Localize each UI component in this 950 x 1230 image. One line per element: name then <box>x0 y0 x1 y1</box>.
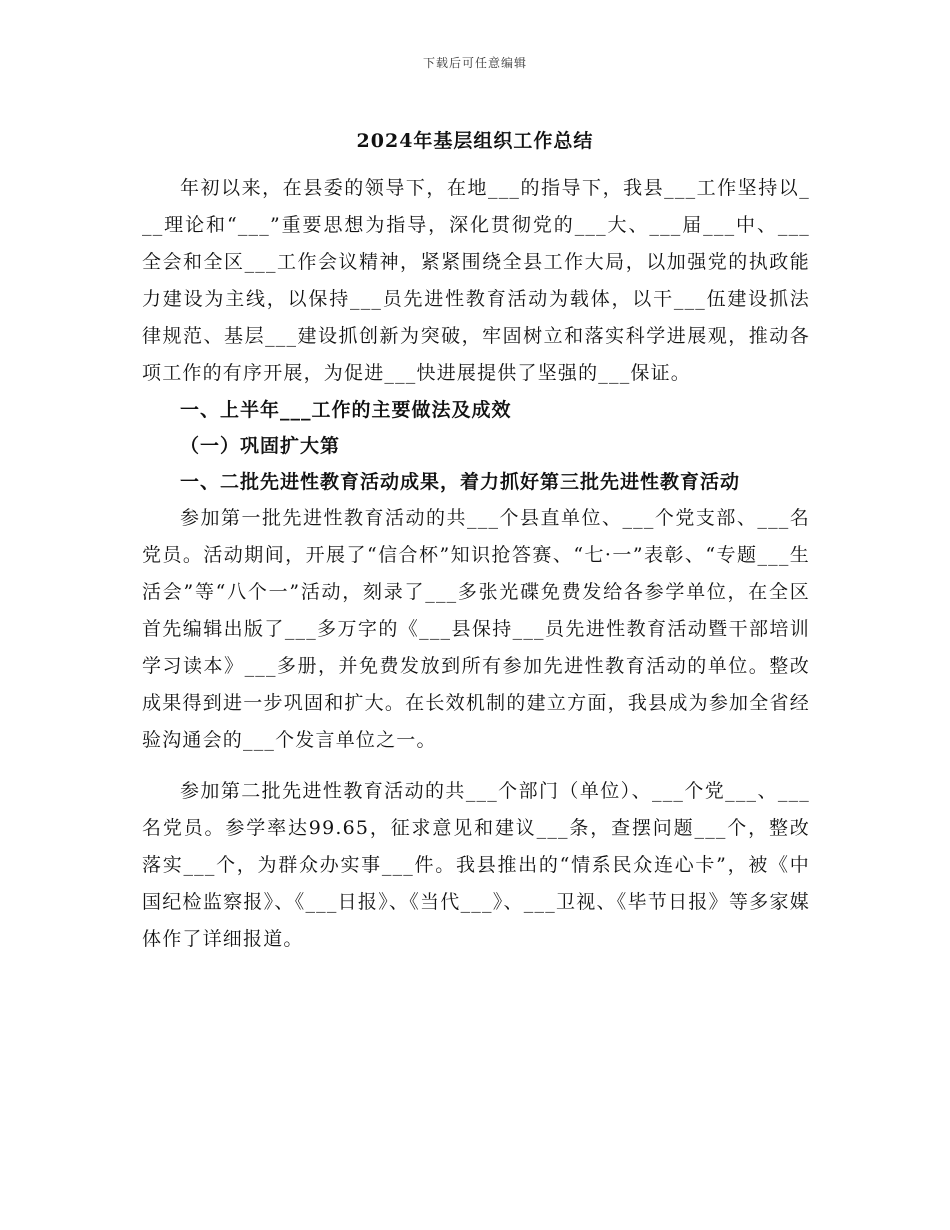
document-title: 2024年基层组织工作总结 <box>356 130 594 152</box>
subsection-heading-1-1-continued: 一、二批先进性教育活动成果，着力抓好第三批先进性教育活动 <box>180 471 741 493</box>
paragraph-gap <box>142 759 810 773</box>
section-heading-1: 一、上半年___工作的主要做法及成效 <box>180 399 512 421</box>
intro-paragraph: 年初以来，在县委的领导下，在地___的指导下，我县___工作坚持以___理论和“___”重要思想为指导，深化贯彻党的___大、___届___中、___全会和全区___工作会议精神，紧紧围绕全县工作大局，以加强党的执政能力建设为主线，以保持___员先进性教育活动为载体，以干___伍建设抓法律规范、基层___建设抓创新为突破，牢固树立和落实科学进展观，推动各项工作的有序开展，为促进___快进展提供了坚强的___保证。 <box>142 177 810 384</box>
document-body <box>142 170 810 958</box>
second-batch-paragraph: 参加第二批先进性教育活动的共___个部门（单位）、___个党___、___名党员。参学率达99.65，征求意见和建议___条，查摆问题___个，整改落实___个，为群众办实事___件。我县推出的“情系民众连心卡”，被《中国纪检监察报》、《___日报》、《当代___》、___卫视、《毕节日报》等多家媒体作了详细报道。 <box>142 780 810 950</box>
first-batch-paragraph: 参加第一批先进性教育活动的共___个县直单位、___个党支部、___名党员。活动期间，开展了“信合杯”知识抢答赛、“七·一”表彰、“专题___生活会”等“八个一”活动，刻录了___多张光碟免费发给各参学单位，在全区首先编辑出版了___多万字的《___县保持___员先进性教育活动暨干部培训学习读本》___多册，并免费发放到所有参加先进性教育活动的单位。整改成果得到进一步巩固和扩大。在长效机制的建立方面，我县成为参加全省经验沟通会的___个发言单位之一。 <box>142 507 810 751</box>
subsection-heading-1-1: （一）巩固扩大第 <box>180 435 341 457</box>
header-note: 下载后可任意编辑 <box>422 56 527 70</box>
